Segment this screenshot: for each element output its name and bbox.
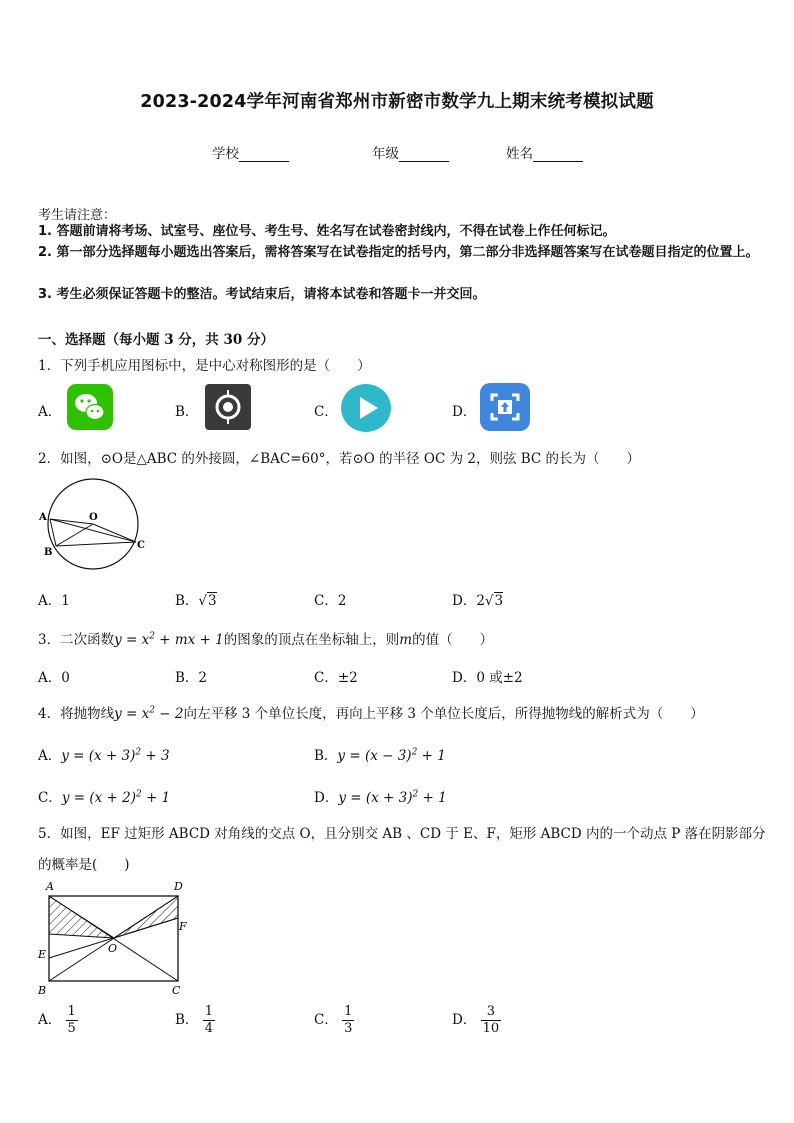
point-a-label: A <box>39 512 47 523</box>
point-b-label: B <box>44 547 53 558</box>
q2-option-d: D．2√3 <box>452 593 504 609</box>
rect-point-b-label: B <box>38 984 47 997</box>
name-blank[interactable] <box>533 147 583 162</box>
point-c-label: C <box>137 540 145 551</box>
q1-option-a-label: A． <box>38 404 62 420</box>
q3-option-b: B．2 <box>175 670 208 686</box>
q5-option-d <box>452 1004 501 1037</box>
q4-option-c-label: C． <box>38 790 62 806</box>
q5-stem-line2: 的概率是( ) <box>38 857 130 873</box>
q3-formula: $y = x^2$ + mx + 1 <box>114 631 224 648</box>
q4-option-a-label: A． <box>38 748 62 764</box>
circle-figure <box>36 478 148 570</box>
q4-option-d: D．$y = (x + 3)^2 + 1$ <box>314 789 447 806</box>
q3-stem-pre: 3．二次函数 <box>38 632 115 648</box>
q1-option-d-label: D． <box>452 404 477 420</box>
q2-option-d-label: D．2 <box>452 593 485 609</box>
q3-stem-post2: 的值（ ） <box>412 632 494 648</box>
numerator: 1 <box>344 1004 353 1019</box>
wechat-icon[interactable] <box>67 384 113 430</box>
play-icon[interactable] <box>341 384 391 432</box>
denominator: 5 <box>67 1021 76 1036</box>
q5-option-a-label: A． <box>38 1012 62 1028</box>
school-label: 学校 <box>212 146 239 162</box>
q4-formula: $y = x^2 - 2$ <box>114 705 184 722</box>
q4-option-d-label: D． <box>314 790 339 806</box>
q3-stem-post: 的图象的顶点在坐标轴上，则 <box>223 632 400 648</box>
q4-option-c: C．$y = (x + 2)^2 + 1$ <box>38 789 171 806</box>
q4-stem-pre: 4．将抛物线 <box>38 706 115 722</box>
note-item: 1. 答题前请将考场、试室号、座位号、考生号、姓名写在试卷密封线内，不得在试卷上作任何标记。 <box>38 224 616 239</box>
denominator: 4 <box>204 1021 213 1036</box>
camera-target-icon[interactable] <box>205 384 251 430</box>
q3-option-c: C．±2 <box>314 670 358 686</box>
q1-stem: 1．下列手机应用图标中，是中心对称图形的是（ ） <box>38 358 371 374</box>
rect-point-f-label: F <box>179 920 187 933</box>
note-item: 2. 第一部分选择题每小题选出答案后，需将答案写在试卷指定的括号内，第二部分非选择题答案写在试卷题目指定的位置上。 <box>38 245 759 260</box>
q2-option-c: C．2 <box>314 593 347 609</box>
grade-label: 年级 <box>372 146 399 162</box>
numerator: 3 <box>486 1004 496 1019</box>
q4-option-b: B．$y = (x - 3)^2 + 1$ <box>314 747 446 764</box>
denominator: 3 <box>344 1021 353 1036</box>
grade-field <box>372 142 449 162</box>
denominator: 10 <box>482 1021 500 1036</box>
q5-option-a <box>38 1004 78 1037</box>
q3-stem <box>38 628 493 648</box>
name-label: 姓名 <box>506 146 533 162</box>
q2-option-b-label: B． <box>175 593 199 609</box>
rect-point-d-label: D <box>174 880 183 893</box>
q4-option-b-label: B． <box>314 748 338 764</box>
q4-stem-post: 向左平移 3 个单位长度，再向上平移 3 个单位长度后，所得抛物线的解析式为（ ） <box>183 706 704 722</box>
rectangle-figure <box>36 878 192 998</box>
q3-option-d: D．0 或±2 <box>452 670 523 686</box>
name-field <box>506 142 583 162</box>
page-title: 2023-2024学年河南省郑州市新密市数学九上期末统考模拟试题 <box>140 92 654 112</box>
fraction <box>342 1004 354 1037</box>
q5-option-b-label: B． <box>175 1012 199 1028</box>
fraction <box>66 1004 78 1037</box>
q1-option-c-label: C． <box>314 404 338 420</box>
q1-option-b-label: B． <box>175 404 199 420</box>
q5-option-b <box>175 1004 215 1037</box>
q2-stem: 2．如图，⊙O是△ABC 的外接圆，∠BAC=60°，若⊙O 的半径 OC 为 2，则弦 BC 的长为（ ） <box>38 451 641 467</box>
q2-option-d-radicand: 3 <box>494 593 504 609</box>
school-field <box>212 142 289 162</box>
grade-blank[interactable] <box>399 147 449 162</box>
q5-stem-line1: 5．如图，EF 过矩形 ABCD 对角线的交点 O，且分别交 AB 、CD 于 E、F，矩形 ABCD 内的一个动点 P 落在阴影部分 <box>38 826 766 842</box>
q5-option-c <box>314 1004 354 1037</box>
q5-option-d-label: D． <box>452 1012 477 1028</box>
rect-point-o-label: O <box>108 942 118 955</box>
q3-var-m: m <box>399 632 413 648</box>
school-blank[interactable] <box>239 147 289 162</box>
q2-option-b-radicand: 3 <box>208 593 217 609</box>
q4-option-a: A．$y = (x + 3)^2 + 3$ <box>38 747 170 764</box>
q5-option-c-label: C． <box>314 1012 338 1028</box>
notes-heading: 考生请注意： <box>38 208 117 223</box>
q2-option-a: A．1 <box>38 593 70 609</box>
point-o-label: O <box>89 512 98 523</box>
note-item: 3. 考生必须保证答题卡的整洁。考试结束后，请将本试卷和答题卡一并交回。 <box>38 287 486 302</box>
fraction <box>203 1004 215 1037</box>
numerator: 1 <box>67 1004 76 1019</box>
section-heading: 一、选择题（每小题 3 分，共 30 分） <box>38 332 274 348</box>
fraction <box>481 1004 502 1037</box>
rect-point-c-label: C <box>172 984 181 997</box>
q4-stem <box>38 702 704 722</box>
q3-option-a: A．0 <box>38 670 70 686</box>
numerator: 1 <box>204 1004 213 1019</box>
rect-point-a-label: A <box>46 880 54 893</box>
rect-point-e-label: E <box>38 948 47 961</box>
upload-frame-icon[interactable] <box>480 383 530 431</box>
q2-option-b: B．√3 <box>175 593 217 609</box>
